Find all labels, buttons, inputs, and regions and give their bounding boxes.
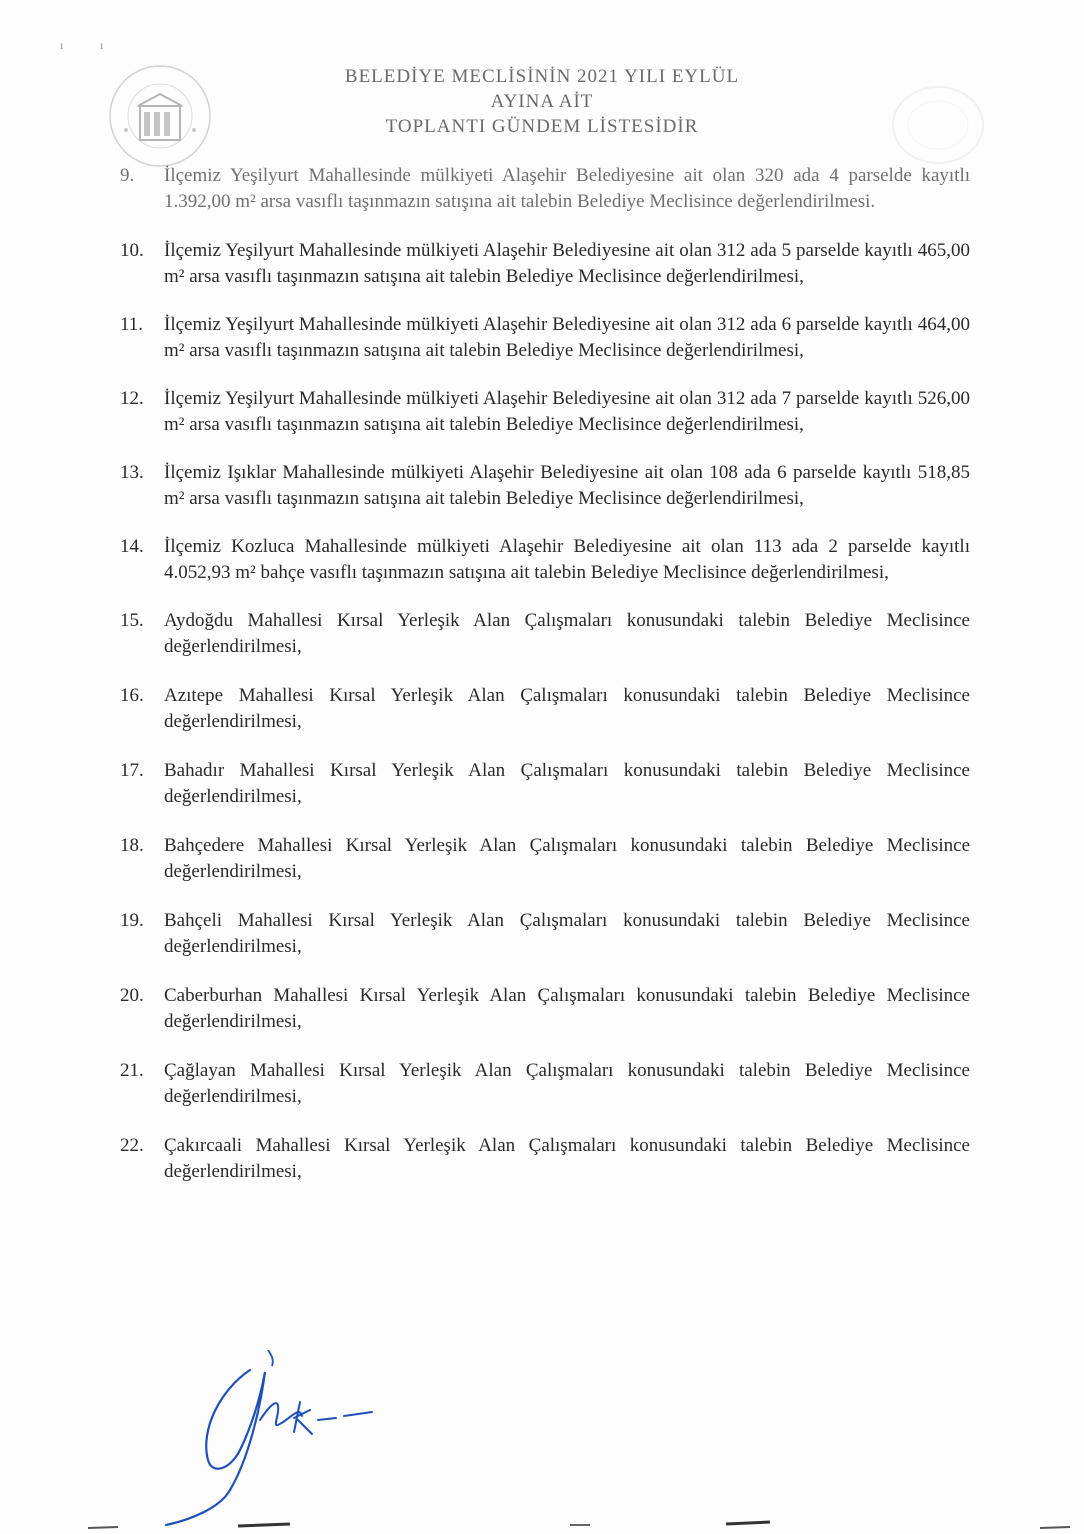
agenda-item: [120, 683, 970, 735]
agenda-item-number: 22.: [120, 1135, 144, 1156]
agenda-item-text: İlçemiz Yeşilyurt Mahallesinde mülkiyeti Alaşehir Belediyesine ait olan 312 ada 7 parselde kayıtlı 526,00 m² arsa vasıflı taşınmazın satışına ait talebin Belediye Meclisince değerlendirilmesi,: [164, 388, 970, 435]
agenda-item-text: Caberburhan Mahallesi Kırsal Yerleşik Alan Çalışmaları konusundaki talebin Belediye Meclisince değerlendirilmesi,: [164, 985, 970, 1032]
agenda-item-text: Bahadır Mahallesi Kırsal Yerleşik Alan Çalışmaları konusundaki talebin Belediye Meclisince değerlendirilmesi,: [164, 760, 970, 807]
agenda-item: [120, 1058, 970, 1110]
document-header: [0, 64, 1084, 139]
agenda-item-number: 10.: [120, 240, 144, 261]
agenda-item: [120, 983, 970, 1035]
agenda-item: [120, 386, 970, 438]
agenda-item-number: 12.: [120, 388, 144, 409]
agenda-item: [120, 608, 970, 660]
signature-icon: [160, 1350, 390, 1530]
agenda-item-number: 9.: [120, 165, 135, 186]
agenda-item-number: 18.: [120, 835, 144, 856]
agenda-item-number: 21.: [120, 1060, 144, 1081]
agenda-item-number: 19.: [120, 910, 144, 931]
header-line-1: BELEDİYE MECLİSİNİN 2021 YILI EYLÜL: [344, 66, 740, 87]
agenda-item-text: İlçemiz Işıklar Mahallesinde mülkiyeti Alaşehir Belediyesine ait olan 108 ada 6 parselde kayıtlı 518,85 m² arsa vasıflı taşınmazın satışına ait talebin Belediye Meclisince değerlendirilmesi,: [164, 462, 970, 509]
agenda-item-text: Aydoğdu Mahallesi Kırsal Yerleşik Alan Çalışmaları konusundaki talebin Belediye Meclisince değerlendirilmesi,: [164, 610, 970, 657]
agenda-item: [120, 758, 970, 810]
agenda-item: [120, 312, 970, 364]
agenda-item-text: İlçemiz Yeşilyurt Mahallesinde mülkiyeti Alaşehir Belediyesine ait olan 312 ada 6 parselde kayıtlı 464,00 m² arsa vasıflı taşınmazın satışına ait talebin Belediye Meclisince değerlendirilmesi,: [164, 314, 970, 361]
scan-mark: ı: [100, 38, 104, 52]
agenda-item: [120, 238, 970, 290]
agenda-item-number: 15.: [120, 610, 144, 631]
agenda-item-text: İlçemiz Yeşilyurt Mahallesinde mülkiyeti Alaşehir Belediyesine ait olan 320 ada 4 parselde kayıtlı 1.392,00 m² arsa vasıflı taşınmazın satışına ait talebin Belediye Meclisince değerlendirilmesi.: [164, 165, 970, 212]
agenda-item-text: Bahçeli Mahallesi Kırsal Yerleşik Alan Çalışmaları konusundaki talebin Belediye Meclisince değerlendirilmesi,: [164, 910, 970, 957]
scan-mark: ı: [60, 38, 64, 52]
agenda-item-text: Çakırcaali Mahallesi Kırsal Yerleşik Alan Çalışmaları konusundaki talebin Belediye Meclisince değerlendirilmesi,: [164, 1135, 970, 1182]
agenda-item-number: 11.: [120, 314, 144, 335]
agenda-item: [120, 908, 970, 960]
agenda-item: [120, 534, 970, 586]
agenda-item-text: Çağlayan Mahallesi Kırsal Yerleşik Alan Çalışmaları konusundaki talebin Belediye Meclisince değerlendirilmesi,: [164, 1060, 970, 1107]
agenda-item: [120, 833, 970, 885]
agenda-item-number: 16.: [120, 685, 144, 706]
agenda-item-number: 14.: [120, 536, 144, 557]
agenda-item: [120, 163, 970, 215]
header-line-2: AYINA AİT: [490, 91, 594, 112]
agenda-item-text: Bahçedere Mahallesi Kırsal Yerleşik Alan Çalışmaları konusundaki talebin Belediye Meclisince değerlendirilmesi,: [164, 835, 970, 882]
header-line-3: TOPLANTI GÜNDEM LİSTESİDİR: [385, 116, 699, 137]
agenda-item: [120, 460, 970, 512]
agenda-item-text: İlçemiz Yeşilyurt Mahallesinde mülkiyeti Alaşehir Belediyesine ait olan 312 ada 5 parselde kayıtlı 465,00 m² arsa vasıflı taşınmazın satışına ait talebin Belediye Meclisince değerlendirilmesi,: [164, 240, 970, 287]
agenda-item-text: İlçemiz Kozluca Mahallesinde mülkiyeti Alaşehir Belediyesine ait olan 113 ada 2 parselde kayıtlı 4.052,93 m² bahçe vasıflı taşınmazın satışına ait talebin Belediye Meclisince değerlendirilmesi,: [164, 536, 970, 583]
scan-edge-marks: [0, 1510, 1084, 1534]
agenda-item-number: 13.: [120, 462, 144, 483]
agenda-item-number: 17.: [120, 760, 144, 781]
agenda-item: [120, 1133, 970, 1185]
agenda-list: [120, 163, 970, 1185]
agenda-item-number: 20.: [120, 985, 144, 1006]
agenda-item-text: Azıtepe Mahallesi Kırsal Yerleşik Alan Çalışmaları konusundaki talebin Belediye Meclisince değerlendirilmesi,: [164, 685, 970, 732]
